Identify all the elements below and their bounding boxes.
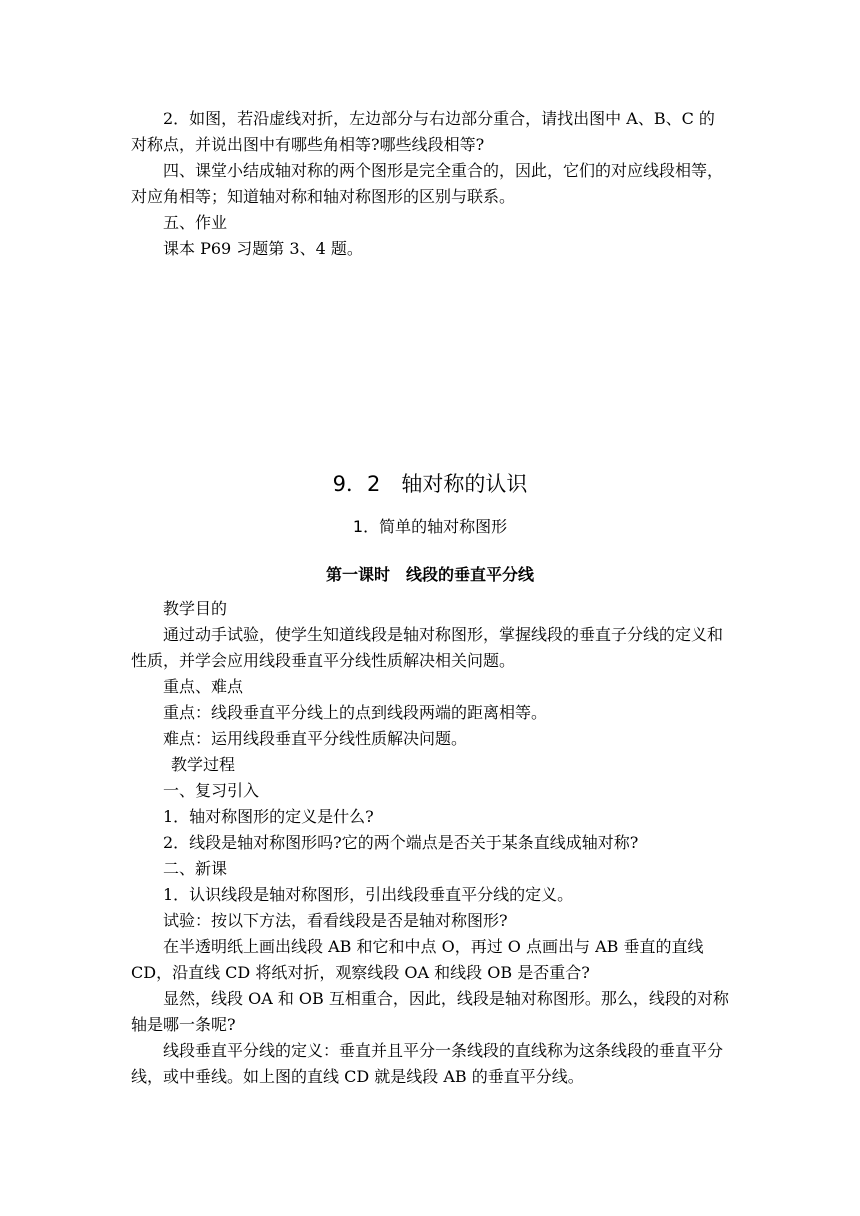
top-section [131, 106, 729, 262]
teaching-goal-heading: 教学目的 [163, 599, 228, 618]
experiment-text: 试验：按以下方法，看看线段是否是轴对称图形? [163, 911, 508, 930]
experiment-steps: 在半透明纸上画出线段 AB 和它和中点 O，再过 O 点画出与 AB 垂直的直线 CD，沿直线 CD 将纸对折，观察线段 OA 和线段 OB 是否重合? [131, 937, 704, 982]
new-lesson-heading: 二、新课 [163, 859, 228, 878]
body-section [131, 596, 729, 1090]
review-question-1: 1．轴对称图形的定义是什么? [163, 807, 374, 826]
question-2-paragraph: 2．如图，若沿虚线对折，左边部分与右边部分重合，请找出图中 A、B、C 的对称点，并说出图中有哪些角相等?哪些线段相等? [131, 109, 715, 154]
homework-text: 课本 P69 习题第 3、4 题。 [163, 239, 363, 258]
process-heading: 教学过程 [171, 755, 236, 774]
key-points-heading: 重点、难点 [163, 677, 244, 696]
homework-heading: 五、作业 [163, 213, 228, 232]
observation-text: 显然，线段 OA 和 OB 互相重合，因此，线段是轴对称图形。那么，线段的对称轴是哪一条呢? [131, 989, 729, 1034]
section-title: 9．2 轴对称的认识 [332, 472, 528, 496]
subsection-title: 1．简单的轴对称图形 [352, 517, 508, 536]
summary-paragraph: 四、课堂小结成轴对称的两个图形是完全重合的，因此，它们的对应线段相等，对应角相等；知道轴对称和轴对称图形的区别与联系。 [131, 161, 724, 206]
difficulty-text: 难点：运用线段垂直平分线性质解决问题。 [163, 729, 468, 748]
lesson-title: 第一课时 线段的垂直平分线 [325, 565, 534, 584]
review-question-2: 2．线段是轴对称图形吗?它的两个端点是否关于某条直线成轴对称? [163, 833, 639, 852]
review-heading: 一、复习引入 [163, 781, 260, 800]
teaching-goal-text: 通过动手试验，使学生知道线段是轴对称图形，掌握线段的垂直子分线的定义和性质，并学会应用线段垂直平分线性质解决相关问题。 [131, 625, 724, 670]
key-point-text: 重点：线段垂直平分线上的点到线段两端的距离相等。 [163, 703, 548, 722]
new-lesson-item-1: 1．认识线段是轴对称图形，引出线段垂直平分线的定义。 [163, 885, 574, 904]
definition-text: 线段垂直平分线的定义：垂直并且平分一条线段的直线称为这条线段的垂直平分线，或中垂线。如上图的直线 CD 就是线段 AB 的垂直平分线。 [131, 1041, 724, 1086]
